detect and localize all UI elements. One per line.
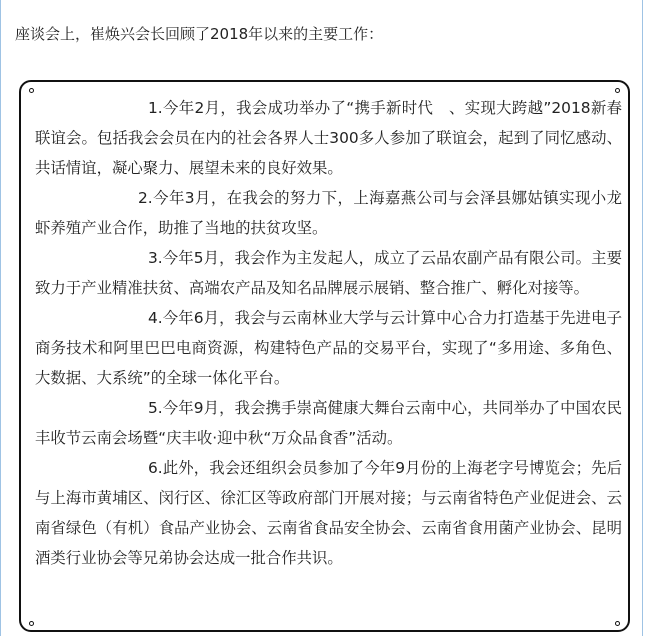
corner-dot-icon [29,621,34,626]
work-item-4: 4.今年6月，我会与云南林业大学与云计算中心合力打造基于先进电子商务技术和阿里巴巴电商资源，构建特色产品的交易平台，实现了“多用途、多角色、大数据、大系统”的全球一体化平台。 [35,309,622,387]
intro-sentence: 座谈会上，崔焕兴会长回顾了2018年以来的主要工作： [15,25,384,43]
work-item-3: 3.今年5月，我会作为主发起人，成立了云品农副产品有限公司。主要致力于产业精准扶贫、高端农产品及知名品牌展示展销、整合推广、孵化对接等。 [35,249,622,297]
rounded-text-frame [19,80,630,632]
work-item-1: 1.今年2月，我会成功举办了“携手新时代 、实现大跨越”2018新春联谊会。包括我会会员在内的社会各界人士300多人参加了联谊会，起到了同忆感动、共话情谊，凝心聚力、展望未来的良好效果。 [35,99,622,177]
work-item-6: 6.此外，我会还组织会员参加了今年9月份的上海老字号博览会；先后与上海市黄埔区、闵行区、徐汇区等政府部门开展对接；与云南省特色产业促进会、云南省绿色（有机）食品产业协会、云南省食品安全协会、云南省食用菌产业协会、昆明酒类行业协会等兄弟协会达成一批合作共识。 [35,459,622,567]
work-item-5: 5.今年9月，我会携手崇高健康大舞台云南中心，共同举办了中国农民丰收节云南会场暨“庆丰收·迎中秋“万众品食香”活动。 [35,399,622,447]
corner-dot-icon [615,621,620,626]
corner-dot-icon [29,88,34,93]
work-summary-list [35,93,622,573]
work-item-2: 2.今年3月，在我会的努力下，上海嘉燕公司与会泽县娜姑镇实现小龙虾养殖产业合作，助推了当地的扶贫攻坚。 [35,189,622,237]
